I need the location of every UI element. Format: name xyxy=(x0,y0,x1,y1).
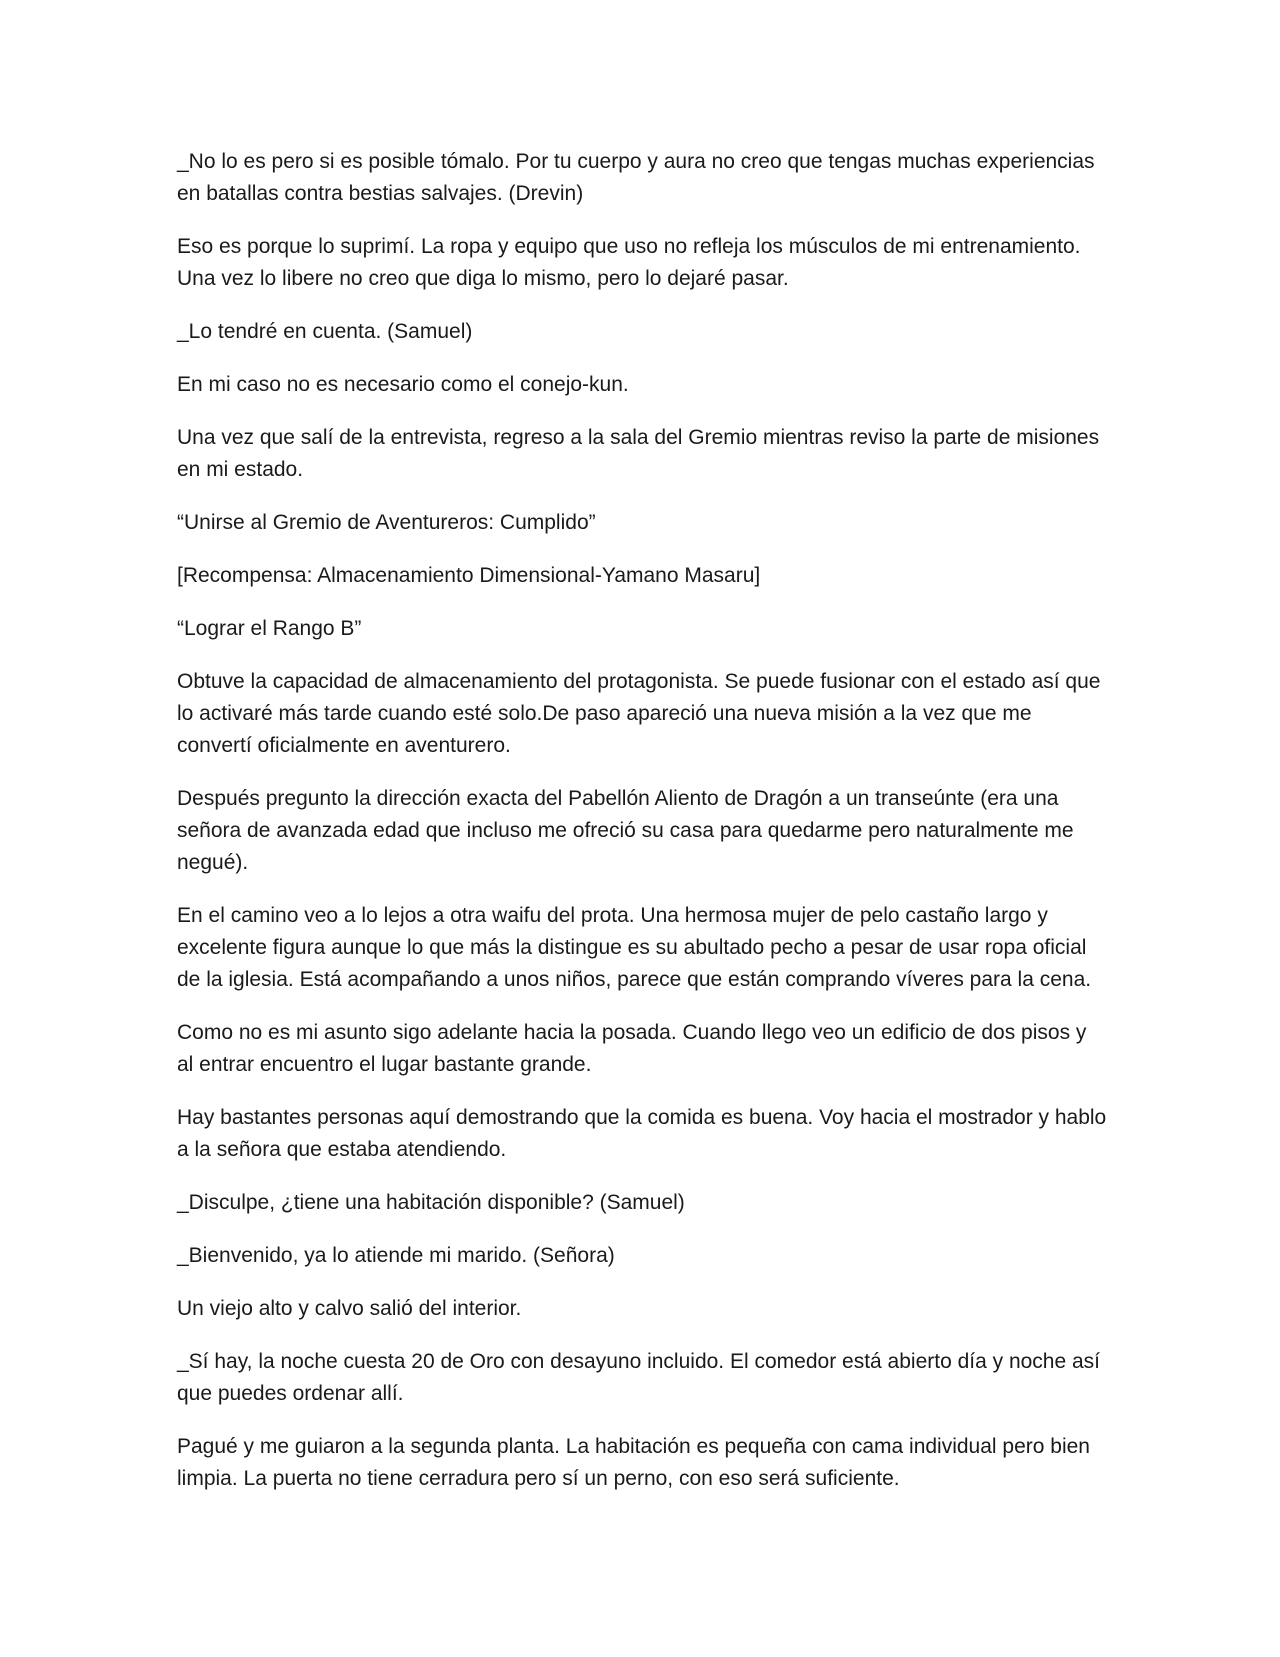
paragraph: En mi caso no es necesario como el conejo-kun. xyxy=(177,373,629,396)
document-body xyxy=(177,146,1107,1516)
paragraph: _Lo tendré en cuenta. (Samuel) xyxy=(177,320,473,343)
paragraph: Como no es mi asunto sigo adelante hacia la posada. Cuando llego veo un edificio de dos pisos y al entrar encuentro el lugar bastante grande. xyxy=(177,1021,1087,1076)
paragraph: _Bienvenido, ya lo atiende mi marido. (Señora) xyxy=(177,1244,615,1267)
paragraph: Después pregunto la dirección exacta del Pabellón Aliento de Dragón a un transeúnte (era una señora de avanzada edad que incluso me ofreció su casa para quedarme pero naturalmente me negué). xyxy=(177,787,1074,874)
paragraph: _Disculpe, ¿tiene una habitación disponible? (Samuel) xyxy=(177,1191,685,1214)
paragraph: “Lograr el Rango B” xyxy=(177,617,362,640)
paragraph: Obtuve la capacidad de almacenamiento del protagonista. Se puede fusionar con el estado así que lo activaré más tarde cuando esté solo.De paso apareció una nueva misión a la vez que me convertí oficialmente en aventurero. xyxy=(177,670,1101,757)
paragraph: [Recompensa: Almacenamiento Dimensional-Yamano Masaru] xyxy=(177,564,761,587)
paragraph: “Unirse al Gremio de Aventureros: Cumplido” xyxy=(177,511,596,534)
paragraph: Una vez que salí de la entrevista, regreso a la sala del Gremio mientras reviso la parte de misiones en mi estado. xyxy=(177,426,1100,481)
paragraph: Pagué y me guiaron a la segunda planta. La habitación es pequeña con cama individual pero bien limpia. La puerta no tiene cerradura pero sí un perno, con eso será suficiente. xyxy=(177,1435,1090,1490)
paragraph: Eso es porque lo suprimí. La ropa y equipo que uso no refleja los músculos de mi entrenamiento. Una vez lo libere no creo que diga lo mismo, pero lo dejaré pasar. xyxy=(177,235,1081,290)
paragraph: Hay bastantes personas aquí demostrando que la comida es buena. Voy hacia el mostrador y hablo a la señora que estaba atendiendo. xyxy=(177,1106,1107,1161)
paragraph: _Sí hay, la noche cuesta 20 de Oro con desayuno incluido. El comedor está abierto día y noche así que puedes ordenar allí. xyxy=(177,1350,1101,1405)
paragraph: Un viejo alto y calvo salió del interior. xyxy=(177,1297,522,1320)
paragraph: En el camino veo a lo lejos a otra waifu del prota. Una hermosa mujer de pelo castaño largo y excelente figura aunque lo que más la distingue es su abultado pecho a pesar de usar ropa oficial de la iglesia. Está acompañando a unos niños, parece que están comprando víveres para la cena. xyxy=(177,904,1092,991)
paragraph: _No lo es pero si es posible tómalo. Por tu cuerpo y aura no creo que tengas muchas experiencias en batallas contra bestias salvajes. (Drevin) xyxy=(177,150,1095,205)
